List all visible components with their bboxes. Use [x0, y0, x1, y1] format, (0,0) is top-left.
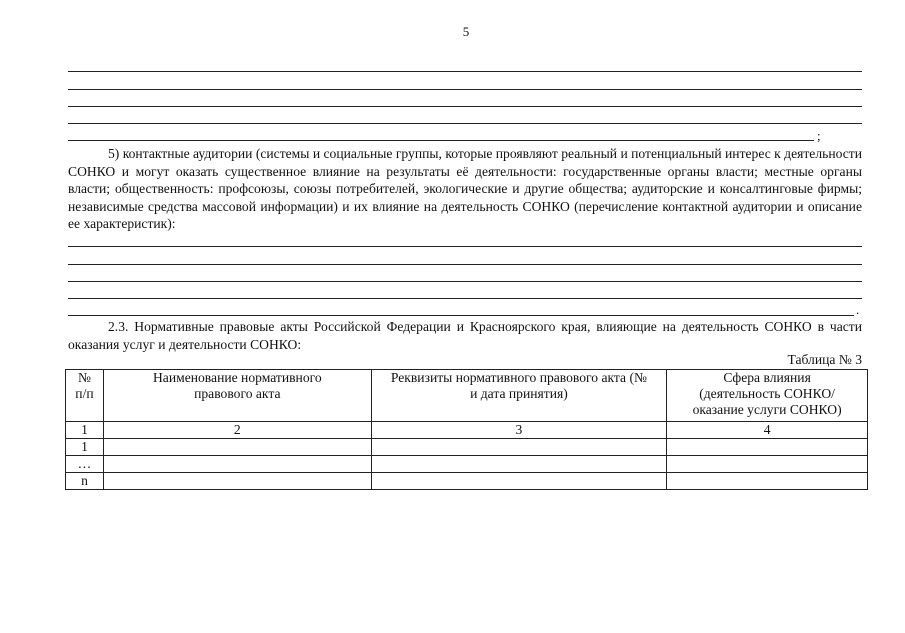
row-name-cell[interactable]: [103, 473, 371, 490]
row-sphere-cell[interactable]: [667, 456, 868, 473]
blank-line[interactable]: [68, 298, 862, 299]
header-details: [371, 370, 667, 422]
blank-line[interactable]: [68, 71, 862, 72]
table-header-row: [66, 370, 868, 422]
blank-line[interactable]: [68, 315, 854, 316]
table-row: [66, 473, 868, 490]
line-end-period: .: [856, 302, 860, 317]
row-sphere-cell[interactable]: [667, 473, 868, 490]
row-num-cell: n: [66, 473, 104, 490]
page-number: 5: [462, 24, 470, 39]
header-name: [103, 370, 371, 422]
row-details-cell[interactable]: [371, 439, 667, 456]
blank-line[interactable]: [68, 106, 862, 107]
row-details-cell[interactable]: [371, 473, 667, 490]
blank-line[interactable]: [68, 140, 814, 141]
blank-line[interactable]: [68, 123, 862, 124]
table-row: [66, 456, 868, 473]
legal-acts-table: [65, 369, 868, 490]
blank-line[interactable]: [68, 89, 862, 90]
row-name-cell[interactable]: [103, 456, 371, 473]
header-num: № п/п: [66, 370, 104, 422]
table-caption: Таблица № 3: [787, 352, 862, 367]
header-name-text: Наименование нормативного правового акта: [152, 370, 322, 401]
contact-audiences-paragraph: 5) контактные аудитории (системы и социальные группы, которые проявляют реальный и потенциальный интерес к деятельности СОНКО и могут оказать существенное влияние на результаты её деятельности: государственные органы власти; местные органы власти; общественность: профсоюзы, союзы потребителей, экологические и другие общества; аудиторские и консалтинговые фирмы; независимые средства массовой информации) и их влияние на деятельность СОНКО (перечисление контактной аудитории и описание ее характеристик):: [68, 146, 862, 232]
header-sphere-text: Сфера влияния (деятельность СОНКО/ оказание услуги СОНКО): [692, 370, 842, 417]
row-num-cell: …: [66, 456, 104, 473]
row-name-cell[interactable]: [103, 439, 371, 456]
row-details-cell[interactable]: [371, 456, 667, 473]
table-row: [66, 439, 868, 456]
blank-line[interactable]: [68, 246, 862, 247]
numbering-cell: 3: [371, 422, 667, 439]
blank-line[interactable]: [68, 264, 862, 265]
line-end-semicolon: ;: [817, 128, 821, 143]
numbering-cell: 1: [66, 422, 104, 439]
numbering-cell: 2: [103, 422, 371, 439]
numbering-cell: 4: [667, 422, 868, 439]
row-num-cell: 1: [66, 439, 104, 456]
blank-line[interactable]: [68, 281, 862, 282]
row-sphere-cell[interactable]: [667, 439, 868, 456]
header-sphere: [667, 370, 868, 422]
table-numbering-row: [66, 422, 868, 439]
header-details-text: Реквизиты нормативного правового акта (№ и дата принятия): [390, 370, 647, 401]
legal-acts-paragraph: 2.3. Нормативные правовые акты Российской Федерации и Красноярского края, влияющие на деятельность СОНКО в части оказания услуг и деятельности СОНКО:: [68, 319, 862, 352]
